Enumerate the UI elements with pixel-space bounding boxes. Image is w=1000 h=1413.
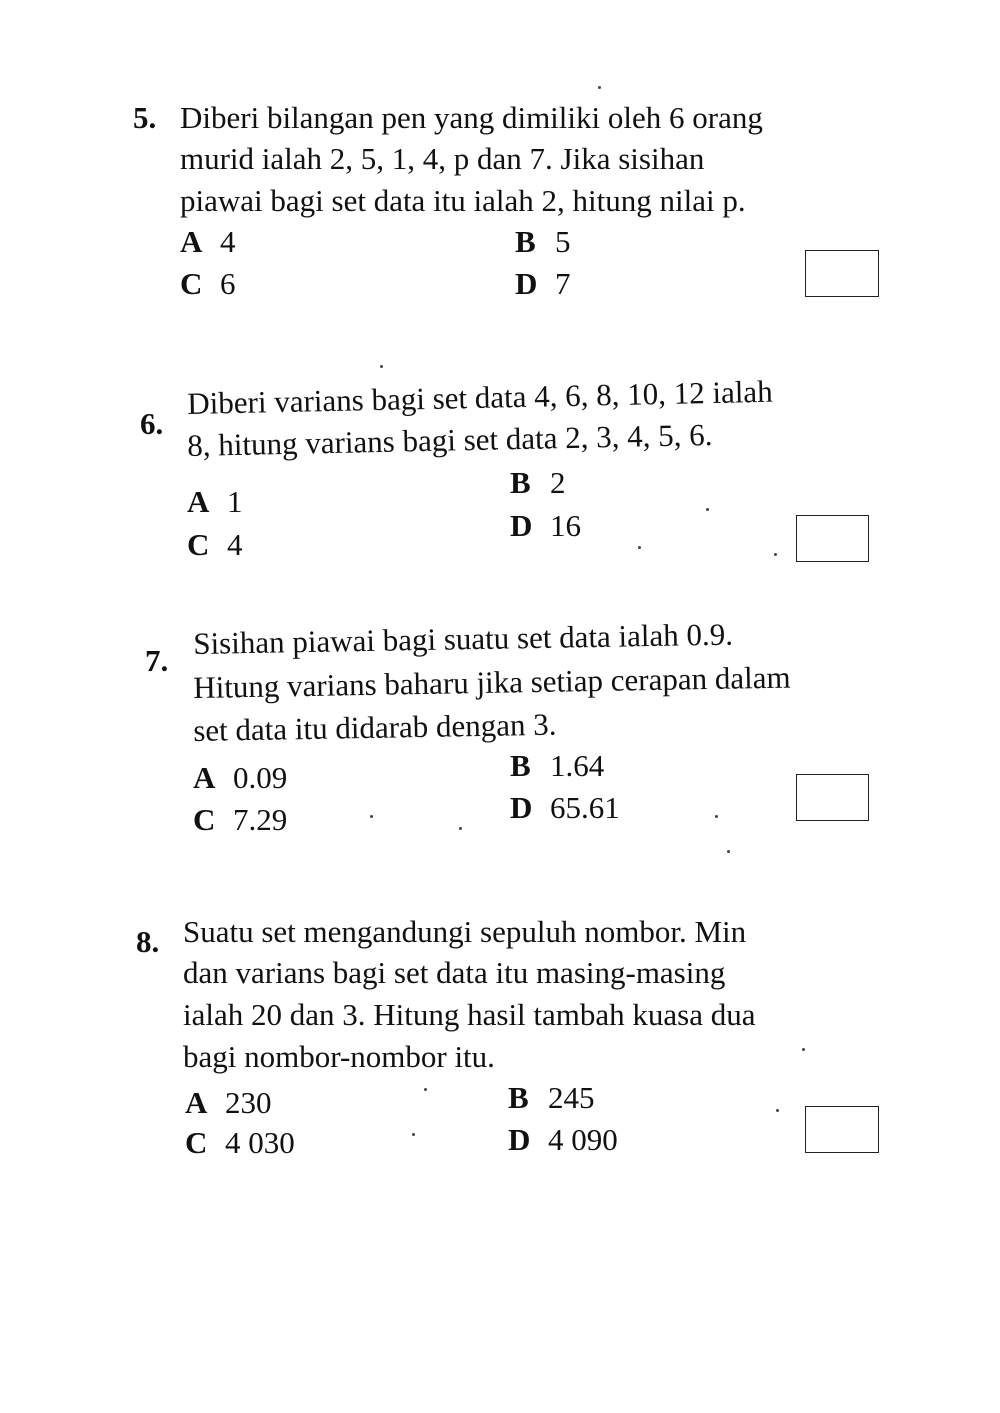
option-d[interactable] [510,510,581,541]
option-b[interactable] [515,226,571,257]
option-letter: A [180,224,203,259]
option-letter: D [510,790,533,825]
question-number: 7. [145,643,169,678]
option-c[interactable] [180,268,236,299]
option-letter: D [508,1122,531,1157]
option-letter: A [187,484,210,519]
option-value: 7.29 [233,802,288,837]
scan-speck [706,508,709,511]
scan-speck [370,815,373,818]
scan-speck [727,850,730,853]
option-d[interactable] [515,268,571,299]
question-5-line-1 [133,102,156,133]
option-b[interactable] [508,1082,595,1113]
question-text-line: Diberi varians bagi set data 4, 6, 8, 10, 12 ialah [186,373,773,421]
scan-speck [380,365,383,368]
scan-speck [412,1133,415,1136]
scan-speck [776,1109,779,1112]
answer-box[interactable] [796,774,869,821]
question-number: 8. [136,924,160,959]
question-7-line-1 [145,645,168,676]
option-letter: C [187,527,210,562]
option-value: 4 090 [548,1122,618,1157]
answer-box[interactable] [805,250,879,297]
scan-speck [774,553,777,556]
question-text-line: bagi nombor-nombor itu. [183,1039,495,1074]
question-text-line: Hitung varians baharu jika setiap cerapan dalam [192,659,791,705]
option-value: 6 [220,266,236,301]
option-c[interactable] [185,1127,295,1158]
option-value: 65.61 [550,790,620,825]
scan-speck [802,1048,805,1051]
option-d[interactable] [508,1124,618,1155]
question-number: 6. [140,406,164,441]
option-value: 1.64 [550,748,605,783]
option-letter: C [180,266,203,301]
option-value: 4 [227,527,243,562]
option-value: 2 [550,465,566,500]
question-6-line-1 [140,408,163,439]
option-value: 4 030 [225,1125,295,1160]
option-value: 7 [555,266,571,301]
option-letter: B [510,748,531,783]
question-8-line-1 [136,926,159,957]
option-value: 5 [555,224,571,259]
question-text-line: Diberi bilangan pen yang dimiliki oleh 6 orang [180,100,763,135]
option-letter: D [515,266,538,301]
option-b[interactable] [510,467,566,498]
option-letter: A [185,1085,208,1120]
option-value: 0.09 [233,760,288,795]
option-a[interactable] [180,226,236,257]
option-letter: D [510,508,533,543]
question-text-line: murid ialah 2, 5, 1, 4, p dan 7. Jika sisihan [180,141,705,176]
option-value: 16 [550,508,581,543]
question-text-line: set data itu didarab dengan 3. [192,706,557,748]
option-letter: A [193,760,216,795]
option-value: 230 [225,1085,272,1120]
option-letter: B [508,1080,529,1115]
option-letter: B [510,465,531,500]
question-text-line: Sisihan piawai bagi suatu set data ialah 0.9. [192,616,734,661]
scan-speck [424,1088,427,1091]
option-letter: C [185,1125,208,1160]
option-c[interactable] [187,529,243,560]
scan-speck [638,546,641,549]
answer-box[interactable] [805,1106,879,1153]
option-b[interactable] [510,750,604,781]
scan-speck [715,815,718,818]
question-number: 5. [133,100,157,135]
scan-speck [598,86,601,89]
question-text-line: Suatu set mengandungi sepuluh nombor. Min [183,914,747,949]
option-value: 4 [220,224,236,259]
option-value: 1 [227,484,243,519]
option-letter: C [193,802,216,837]
option-c[interactable] [193,804,287,835]
question-text-line: dan varians bagi set data itu masing-masing [183,955,726,990]
scan-speck [459,827,462,830]
option-a[interactable] [187,486,243,517]
option-d[interactable] [510,792,620,823]
option-a[interactable] [185,1087,272,1118]
option-a[interactable] [193,762,287,793]
answer-box[interactable] [796,515,869,562]
question-text-line: piawai bagi set data itu ialah 2, hitung nilai p. [180,183,746,218]
option-value: 245 [548,1080,595,1115]
question-text-line: 8, hitung varians bagi set data 2, 3, 4, 5, 6. [186,417,713,463]
option-letter: B [515,224,536,259]
question-text-line: ialah 20 dan 3. Hitung hasil tambah kuasa dua [183,997,756,1032]
